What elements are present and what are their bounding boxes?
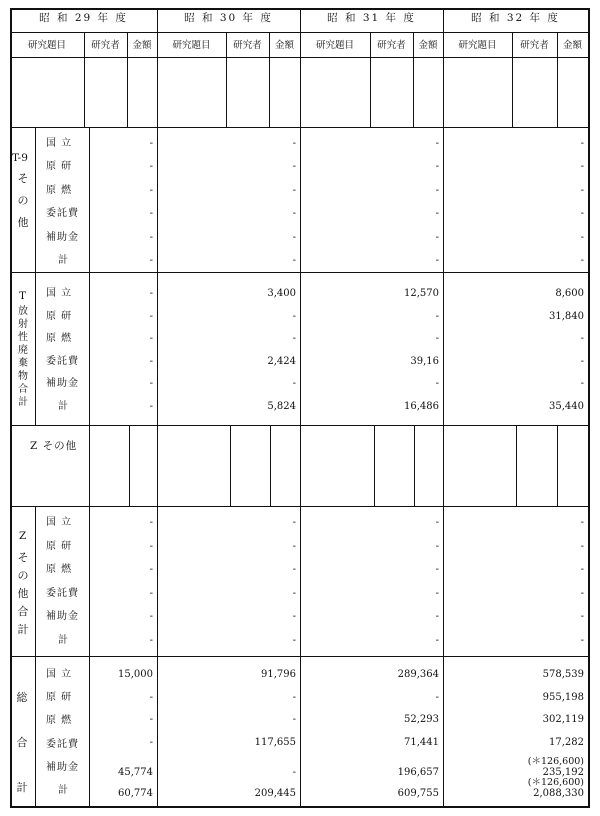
col-topic-30: 研究題目 [172, 40, 211, 51]
amount-cell: 15,000 [118, 669, 153, 680]
amount-cell: - [580, 564, 584, 576]
amount-cell: - [435, 564, 439, 576]
amount-cell: 235,192 [542, 767, 584, 778]
amount-cell: - [580, 184, 584, 196]
amount-cell: - [149, 255, 153, 266]
amount-cell: 609,755 [397, 788, 439, 799]
amount-cell: 17,282 [549, 737, 584, 748]
year-header-29: 昭 和 29 年 度 [39, 12, 128, 24]
amount-cell: - [149, 737, 153, 748]
amount-cell: - [292, 208, 296, 220]
amount-cell: - [149, 355, 153, 367]
amount-cell: 196,657 [397, 767, 439, 778]
amount-cell: - [149, 540, 153, 552]
amount-cell: - [580, 540, 584, 552]
col-researcher-31: 研究者 [377, 40, 406, 51]
amount-cell: - [149, 231, 153, 243]
section-id-ztotal: Z [19, 530, 27, 542]
row-label: 補助金 [46, 611, 79, 623]
amount-cell: - [435, 587, 439, 599]
amount-cell: - [292, 767, 296, 778]
row-label: 計 [58, 785, 69, 796]
amount-cell: - [580, 208, 584, 220]
amount-cell: - [580, 333, 584, 345]
col-topic-32: 研究題目 [458, 40, 497, 51]
col-researcher-30: 研究者 [233, 40, 262, 51]
note-subsidy-y32: (＊126,600) [527, 756, 584, 767]
row-label: 委託費 [46, 587, 79, 599]
amount-cell: - [580, 161, 584, 173]
row-label: 補助金 [46, 761, 79, 773]
year-header-31: 昭 和 31 年 度 [327, 12, 416, 24]
col-amount-31: 金額 [418, 40, 438, 51]
amount-cell: - [292, 635, 296, 646]
section-name-ztotal: そ の 他 合 計 [17, 551, 29, 636]
amount-cell: - [149, 714, 153, 725]
year-header-30: 昭 和 30 年 度 [184, 12, 273, 24]
amount-cell: 12,570 [404, 288, 439, 299]
row-label: 原 研 [46, 692, 73, 704]
section-name-ttotal: 放 射 性 廃 棄 物 合 計 [18, 306, 28, 408]
amount-cell: - [580, 231, 584, 243]
col-topic-29: 研究題目 [27, 40, 66, 51]
col-amount-32: 金額 [562, 40, 582, 51]
amount-cell: 2,088,330 [533, 788, 584, 799]
row-label: 国 立 [46, 669, 73, 680]
amount-cell: - [580, 355, 584, 367]
amount-cell: - [149, 310, 153, 322]
amount-cell: - [435, 333, 439, 345]
amount-cell: - [149, 401, 153, 412]
section-name-t9: そ の 他 [17, 172, 29, 229]
row-label: 計 [58, 635, 69, 646]
row-label: 国 立 [46, 138, 73, 149]
amount-cell: - [435, 692, 439, 703]
col-amount-30: 金額 [274, 40, 294, 51]
amount-cell: 31,840 [549, 310, 584, 322]
amount-cell: - [580, 517, 584, 528]
amount-cell: - [435, 184, 439, 196]
row-label: 原 燃 [46, 184, 73, 196]
amount-cell: - [435, 231, 439, 243]
row-label: 計 [58, 401, 69, 412]
row-label: 原 研 [46, 161, 73, 173]
amount-cell: - [435, 378, 439, 390]
amount-cell: - [149, 692, 153, 703]
amount-cell: - [435, 517, 439, 528]
amount-cell: - [149, 161, 153, 173]
amount-cell: 302,119 [542, 714, 584, 725]
amount-cell: - [149, 564, 153, 576]
amount-cell: - [292, 611, 296, 623]
amount-cell: 8,600 [555, 288, 584, 299]
col-researcher-32: 研究者 [520, 40, 549, 51]
amount-cell: 45,774 [118, 767, 153, 778]
row-label: 委託費 [46, 355, 79, 367]
amount-cell: - [435, 310, 439, 322]
amount-cell: - [435, 208, 439, 220]
col-topic-31: 研究題目 [315, 40, 354, 51]
amount-cell: - [435, 635, 439, 646]
amount-cell: - [292, 714, 296, 725]
amount-cell: - [292, 184, 296, 196]
row-label: 計 [58, 255, 69, 266]
amount-cell: - [580, 378, 584, 390]
amount-cell: - [292, 310, 296, 322]
amount-cell: - [292, 255, 296, 266]
col-researcher-29: 研究者 [91, 40, 120, 51]
amount-cell: 60,774 [118, 788, 153, 799]
amount-cell: 2,424 [267, 355, 296, 367]
section-id-t9: T-9 [12, 152, 28, 164]
amount-cell: - [580, 138, 584, 149]
amount-cell: - [580, 255, 584, 266]
amount-cell: - [149, 138, 153, 149]
amount-cell: - [292, 231, 296, 243]
amount-cell: 5,824 [267, 401, 296, 412]
row-label: 国 立 [46, 517, 73, 528]
row-label: 委託費 [46, 208, 79, 220]
row-label: 原 研 [46, 540, 73, 552]
row-label: 補助金 [46, 378, 79, 390]
amount-cell: - [149, 635, 153, 646]
row-label: 原 燃 [46, 564, 73, 576]
row-label: 委託費 [46, 738, 79, 750]
amount-cell: 91,796 [261, 669, 296, 680]
amount-cell: - [292, 692, 296, 703]
amount-cell: 289,364 [397, 669, 439, 680]
section-id-ttotal: T [19, 290, 27, 302]
amount-cell: - [292, 333, 296, 345]
amount-cell: - [149, 184, 153, 196]
amount-cell: 39,16 [410, 355, 439, 367]
amount-cell: - [149, 208, 153, 220]
amount-cell: - [580, 587, 584, 599]
amount-cell: - [292, 138, 296, 149]
row-label: 原 燃 [46, 333, 73, 345]
amount-cell: - [435, 611, 439, 623]
amount-cell: - [149, 333, 153, 345]
amount-cell: - [149, 611, 153, 623]
amount-cell: 35,440 [549, 401, 584, 412]
amount-cell: - [292, 540, 296, 552]
row-label: 補助金 [46, 231, 79, 243]
amount-cell: 3,400 [267, 288, 296, 299]
amount-cell: - [149, 378, 153, 390]
amount-cell: - [292, 587, 296, 599]
amount-cell: - [149, 587, 153, 599]
amount-cell: - [292, 161, 296, 173]
row-label: 国 立 [46, 288, 73, 299]
amount-cell: - [292, 378, 296, 390]
amount-cell: - [435, 255, 439, 266]
year-header-32: 昭 和 32 年 度 [471, 12, 560, 24]
amount-cell: - [292, 517, 296, 528]
amount-cell: 71,441 [404, 737, 439, 748]
row-label: 原 燃 [46, 715, 73, 727]
amount-cell: 955,198 [542, 692, 584, 703]
amount-cell: 578,539 [542, 669, 584, 680]
amount-cell: - [580, 635, 584, 646]
col-amount-29: 金額 [132, 40, 152, 51]
amount-cell: - [149, 517, 153, 528]
note-total-y32: (＊126,600) [527, 777, 584, 788]
amount-cell: - [435, 161, 439, 173]
amount-cell: 16,486 [404, 401, 439, 412]
amount-cell: - [149, 288, 153, 299]
amount-cell: - [580, 611, 584, 623]
amount-cell: 52,293 [404, 714, 439, 725]
amount-cell: 117,655 [254, 737, 296, 748]
section-heading-z: Z その他 [30, 440, 78, 452]
amount-cell: - [435, 138, 439, 149]
row-label: 原 研 [46, 310, 73, 322]
amount-cell: - [292, 564, 296, 576]
amount-cell: 209,445 [254, 788, 296, 799]
amount-cell: - [435, 540, 439, 552]
section-name-grand: 総 合 計 [16, 691, 28, 794]
